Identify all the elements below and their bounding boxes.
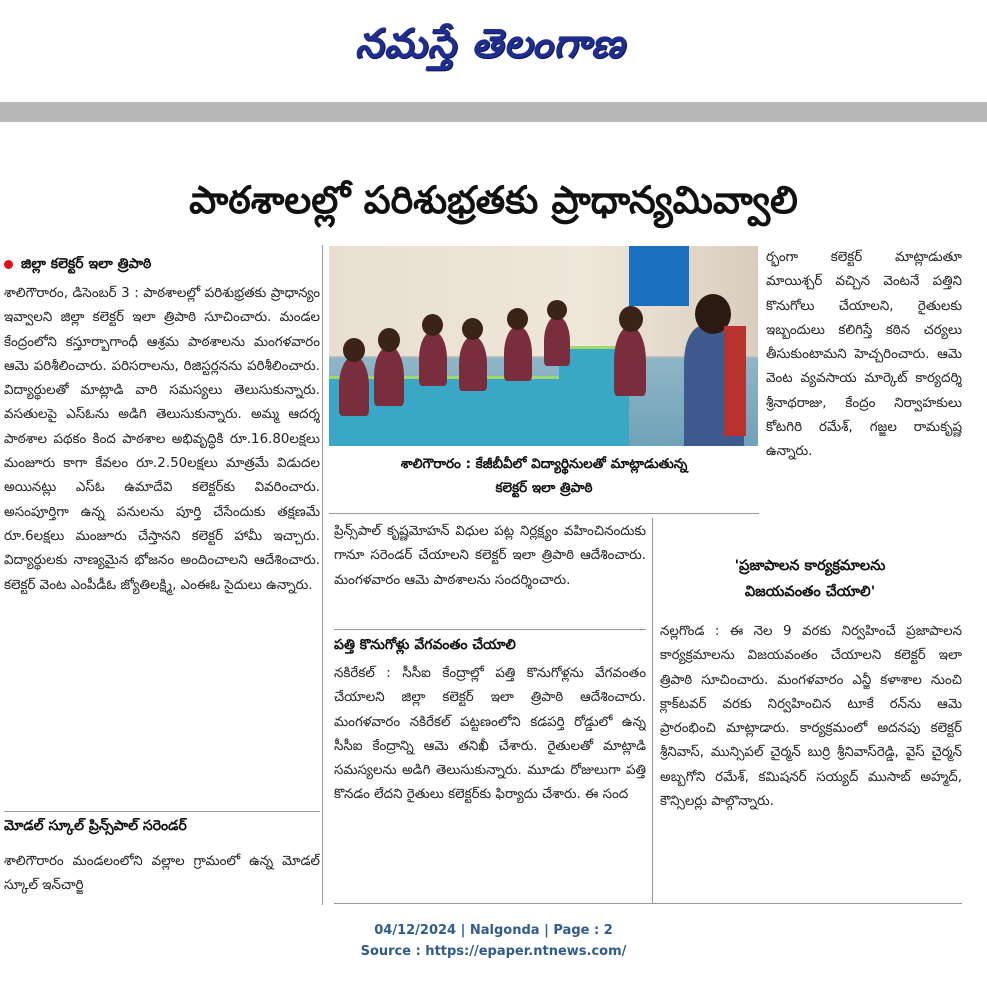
column-2-text [334,520,646,620]
column-1-rule [4,811,320,812]
caption-rule [329,513,759,514]
column-2-text-continued [334,662,646,892]
column-1-text-continued [4,850,320,902]
column-3-text [766,246,962,546]
article-photo [329,246,758,446]
col1-paragraph-2: శాలిగౌరారం మండలంలోని వల్లాల గ్రామంలో ఉన్న మోడల్ స్కూల్ ఇన్‌చార్జి [4,854,320,894]
byline [4,252,304,276]
byline-text: జిల్లా కలెక్టర్ ఇలా త్రిపాఠి [21,256,152,272]
column-divider-2 [652,518,653,903]
col1-subhead: మోడల్ స్కూల్ ప్రిన్స్‌పాల్ సరెండర్ [4,818,187,834]
photo-caption [329,452,759,500]
quote-line-2: విజయవంతం చేయాలి' [744,584,876,600]
page-footer [0,920,987,962]
col1-paragraph-1: శాలిగౌరారం, డిసెంబర్ 3 : పాఠశాలల్లో పరిశుభ్రతకు ప్రాధాన్యం ఇవ్వాలని జిల్లా కలెక్టర్ ఇలా త్రిపాఠి సూచించారు. మండల కేంద్రంలోని కస్తూర్బాగాంధీ ఆశ్రమ పాఠశాలను మంగళవారం ఆమె పరిశీలించారు. పరిసరాలను, రిజిస్టర్లనను పరిశీలించారు. విద్యార్థులతో మాట్లాడి వారి సమస్యలు తెలుసుకున్నారు. వసతులపై ఎస్ఓను అడిగి తెలుసుకున్నారు. అమ్మ ఆదర్శ పాఠశాల పథకం కింద పాఠశాల అభివృద్ధికి రూ.16.80లక్షలు మంజూరు కాగా కేవలం రూ.2.50లక్షలు మాత్రమే విడుదల అయినట్లు ఎస్ఓ ఉమాదేవి కలెక్టర్‌కు వివరించారు. అసంపూర్తిగా ఉన్న పనులను పూర్తి చేసేందుకు తక్షణమే రూ.6లక్షలు మంజూరు చేస్తానని కలెక్టర్ హామీ ఇచ్చారు. విద్యార్థులకు నాణ్యమైన భోజనం అందించాలని ఆదేశించారు. కలెక్టర్ వెంట ఎంపీడీఓ జ్యోతిలక్ష్మి, ఎంఈఓ సైదులు ఉన్నారు. [4,286,320,593]
footer-date-edition: 04/12/2024 | Nalgonda | Page : 2 [374,923,613,938]
col2-paragraph-1: ప్రిన్స్‌పాల్ కృష్ణమోహన్ విధుల పట్ల నిర్లక్ష్యం వహించినందుకు గానూ సరెండర్ చేయాలని కలెక్టర్ ఇలా త్రిపాఠి ఆదేశించారు. మంగళవారం ఆమె పాఠశాలను సందర్శించారు. [334,524,646,588]
column-divider-1 [322,245,323,905]
col3-paragraph-2: నల్లగొండ : ఈ నెల 9 వరకు నిర్వహించే ప్రజాపాలన కార్యక్రమాలను విజయవంతం చేయాలని కలెక్టర్ ఇలా త్రిపాఠి సూచించారు. మంగళవారం ఎన్జీ కళాశాల నుంచి క్లాక్‌టవర్ వరకు నిర్వహించిన టూకే రన్‌ను ఆమె ప్రారంభించి మాట్లాడారు. కార్యక్రమంలో అదనపు కలెక్టర్ శ్రీనివాస్, మున్సిపల్ చైర్మన్ బుర్రి శ్రీనివాస్‌రెడ్డి, వైస్ చైర్మన్ అబ్బగోని రమేశ్, కమిషనర్ సయ్యద్ ముసాబ్ అహ్మద్, కౌన్సిలర్లు పాల్గొన్నారు. [660,624,962,810]
caption-line-1: శాలిగౌరారం : కేజీబీవీలో విద్యార్థినులతో మాట్లాడుతున్న [400,456,688,472]
quote-line-1: 'ప్రజాపాలన కార్యక్రమాలను [734,558,886,574]
footer-source-link[interactable]: Source : https://epaper.ntnews.com/ [360,944,627,959]
column-3-text-continued [660,620,962,890]
article-headline: పాఠశాలల్లో పరిశుభ్రతకు ప్రాధాన్యమివ్వాలి [189,178,798,222]
col2-subhead: పత్తి కొనుగోళ్లు వేగవంతం చేయాలి [334,637,516,653]
red-bullet-icon [4,260,13,269]
column-1-text [4,282,320,812]
col3-paragraph-1: ర్భంగా కలెక్టర్ మాట్లాడుతూ మాయిశ్చర్ వచ్చిన వెంటనే పత్తిని కొనుగోలు చేయాలని, రైతులకు ఇబ్బందులు కలిగిస్తే కఠిన చర్యలు తీసుకుంటామని హెచ్చరించారు. ఆమె వెంట వ్యవసాయ మార్కెట్ కార్యదర్శి శ్రీనాథరాజు, కేంద్రం నిర్వాహకులు కోటగిరి రమేశ్, గజ్జల రామకృష్ణ ఉన్నారు. [766,250,962,460]
masthead [0,0,987,100]
bottom-rule [334,903,962,904]
header-divider-band [0,102,987,122]
caption-line-2: కలెక్టర్ ఇలా త్రిపాఠి [495,480,593,496]
newspaper-logo: నమస్తే తెలంగాణ [354,21,626,67]
column-2-rule [334,629,646,630]
col2-paragraph-2: నకిరేకల్ : సీసీఐ కేంద్రాల్లో పత్తి కొనుగోళ్లను వేగవంతం చేయాలని జిల్లా కలెక్టర్ ఇలా త్రిపాఠి ఆదేశించారు. మంగళవారం నకిరేకల్ పట్టణంలోని కడపర్తి రోడ్డులో ఉన్న సీసీఐ కేంద్రాన్ని ఆమె తనిఖీ చేశారు. రైతులతో మాట్లాడి సమస్యలను అడిగి తెలుసుకున్నారు. మూడు రోజులుగా పత్తి కొనడం లేదని రైతులు కలెక్టర్‌కు ఫిర్యాదు చేశారు. ఈ సంద [334,666,646,803]
col3-quote-headline [660,553,960,605]
